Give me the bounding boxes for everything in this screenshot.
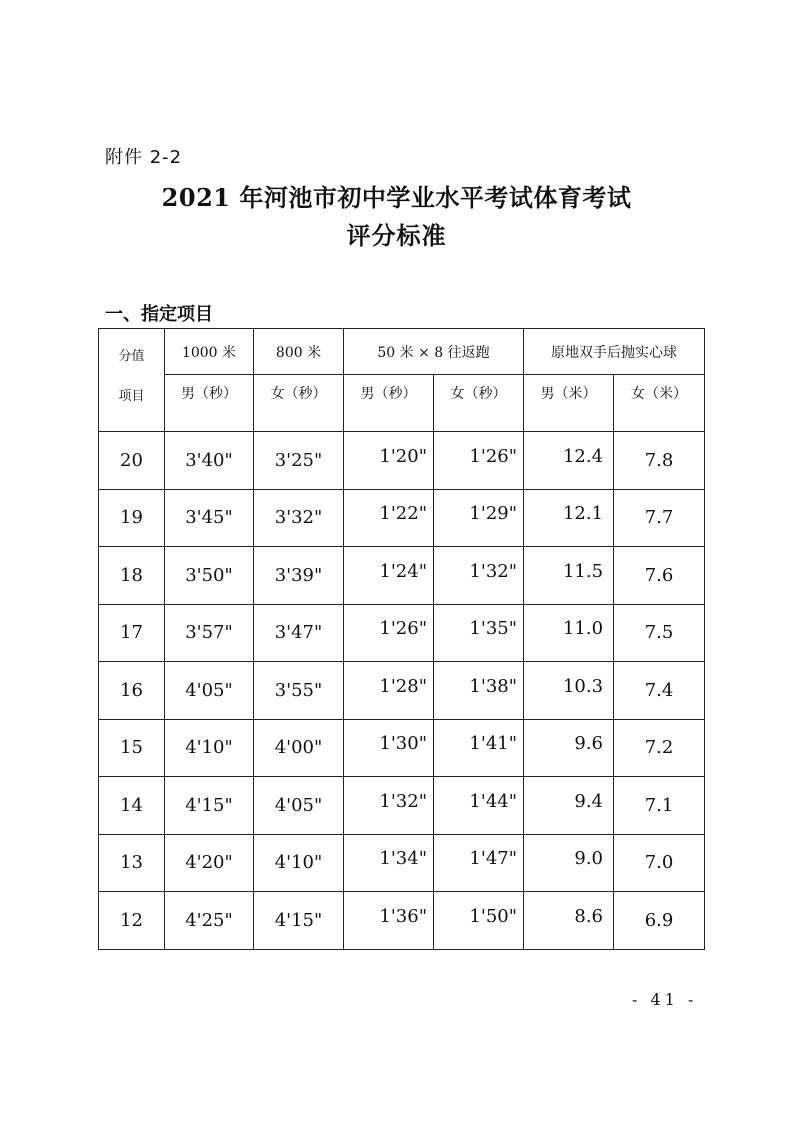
table-row bbox=[99, 489, 705, 547]
table-cell-score: 13 bbox=[99, 834, 165, 892]
table-cell-m50x8: 1'20" bbox=[344, 428, 434, 486]
document-title: 2021 年河池市初中学业水平考试体育考试 bbox=[161, 183, 632, 212]
table-cell-m-ball: 12.1 bbox=[524, 485, 614, 543]
table-cell-m50x8: 1'30" bbox=[344, 715, 434, 773]
table-cell-m1000: 4'25" bbox=[165, 892, 254, 950]
table-cell-f50x8: 1'50" bbox=[434, 888, 524, 946]
table-row bbox=[99, 432, 705, 490]
corner-item-label: 项目 bbox=[118, 389, 145, 404]
table-cell-f800: 3'47" bbox=[254, 604, 344, 662]
table-cell-f-ball: 7.1 bbox=[614, 777, 705, 835]
table-cell-f50x8: 1'47" bbox=[434, 830, 524, 888]
table-cell-score: 15 bbox=[99, 719, 165, 777]
table-cell-f800: 4'10" bbox=[254, 834, 344, 892]
group-header-ball-throw: 原地双手后抛实心球 bbox=[524, 329, 705, 375]
table-cell-m50x8: 1'26" bbox=[344, 600, 434, 658]
table-row bbox=[99, 834, 705, 892]
table-cell-score: 17 bbox=[99, 604, 165, 662]
table-row bbox=[99, 604, 705, 662]
table-cell-f50x8: 1'29" bbox=[434, 485, 524, 543]
group-header-1000m: 1000 米 bbox=[165, 329, 254, 375]
table-cell-f50x8: 1'38" bbox=[434, 658, 524, 716]
table-cell-f-ball: 7.4 bbox=[614, 662, 705, 720]
subheader-cell: 男（米） bbox=[524, 375, 614, 432]
table-cell-f-ball: 7.0 bbox=[614, 834, 705, 892]
table-cell-score: 19 bbox=[99, 489, 165, 547]
table-cell-m50x8: 1'36" bbox=[344, 888, 434, 946]
table-cell-f-ball: 6.9 bbox=[614, 892, 705, 950]
table-cell-m1000: 3'40" bbox=[165, 432, 254, 490]
table-row bbox=[99, 547, 705, 605]
table-cell-f800: 3'32" bbox=[254, 489, 344, 547]
table-cell-m1000: 4'10" bbox=[165, 719, 254, 777]
table-cell-f800: 3'25" bbox=[254, 432, 344, 490]
table-cell-m-ball: 9.6 bbox=[524, 715, 614, 773]
table-cell-m-ball: 11.0 bbox=[524, 600, 614, 658]
table-cell-m1000: 3'45" bbox=[165, 489, 254, 547]
table-cell-f800: 4'05" bbox=[254, 777, 344, 835]
table-cell-score: 18 bbox=[99, 547, 165, 605]
table-cell-f-ball: 7.2 bbox=[614, 719, 705, 777]
table-cell-f800: 4'15" bbox=[254, 892, 344, 950]
subheader-cell: 男（秒） bbox=[344, 375, 434, 432]
table-cell-score: 16 bbox=[99, 662, 165, 720]
table-cell-f800: 4'00" bbox=[254, 719, 344, 777]
corner-score-label: 分值 bbox=[118, 349, 145, 364]
table-cell-m50x8: 1'34" bbox=[344, 830, 434, 888]
subheader-cell: 女（米） bbox=[614, 375, 705, 432]
table-cell-m50x8: 1'28" bbox=[344, 658, 434, 716]
table-cell-f50x8: 1'32" bbox=[434, 543, 524, 601]
table-cell-m50x8: 1'22" bbox=[344, 485, 434, 543]
table-cell-f800: 3'39" bbox=[254, 547, 344, 605]
table-cell-m1000: 4'05" bbox=[165, 662, 254, 720]
table-cell-f800: 3'55" bbox=[254, 662, 344, 720]
attachment-label: 附件 2-2 bbox=[105, 147, 183, 168]
table-cell-score: 20 bbox=[99, 432, 165, 490]
subheader-cell: 女（秒） bbox=[434, 375, 524, 432]
table-cell-m50x8: 1'32" bbox=[344, 773, 434, 831]
table-cell-f50x8: 1'35" bbox=[434, 600, 524, 658]
table-cell-m-ball: 12.4 bbox=[524, 428, 614, 486]
table-cell-m-ball: 11.5 bbox=[524, 543, 614, 601]
table-cell-m50x8: 1'24" bbox=[344, 543, 434, 601]
group-header-shuttle-run: 50 米 × 8 往返跑 bbox=[344, 329, 524, 375]
table-cell-m-ball: 8.6 bbox=[524, 888, 614, 946]
table-cell-f50x8: 1'26" bbox=[434, 428, 524, 486]
table-cell-m-ball: 9.4 bbox=[524, 773, 614, 831]
table-cell-m-ball: 10.3 bbox=[524, 658, 614, 716]
table-cell-f-ball: 7.8 bbox=[614, 432, 705, 490]
document-subtitle: 评分标准 bbox=[346, 221, 447, 250]
subheader-cell: 男（秒） bbox=[165, 375, 254, 432]
scoring-table bbox=[98, 328, 705, 950]
table-cell-f-ball: 7.5 bbox=[614, 604, 705, 662]
table-row bbox=[99, 777, 705, 835]
table-cell-m-ball: 9.0 bbox=[524, 830, 614, 888]
table-cell-f-ball: 7.7 bbox=[614, 489, 705, 547]
table-row bbox=[99, 892, 705, 950]
page-number: - 41 - bbox=[632, 990, 698, 1009]
section-heading: 一、指定项目 bbox=[105, 304, 213, 325]
table-cell-f-ball: 7.6 bbox=[614, 547, 705, 605]
table-cell-m1000: 3'57" bbox=[165, 604, 254, 662]
table-cell-f50x8: 1'41" bbox=[434, 715, 524, 773]
table-row bbox=[99, 662, 705, 720]
table-cell-m1000: 4'20" bbox=[165, 834, 254, 892]
table-cell-m1000: 4'15" bbox=[165, 777, 254, 835]
table-cell-m1000: 3'50" bbox=[165, 547, 254, 605]
table-cell-score: 14 bbox=[99, 777, 165, 835]
table-cell-score: 12 bbox=[99, 892, 165, 950]
subheader-cell: 女（秒） bbox=[254, 375, 344, 432]
corner-header bbox=[99, 329, 165, 432]
table-cell-f50x8: 1'44" bbox=[434, 773, 524, 831]
group-header-800m: 800 米 bbox=[254, 329, 344, 375]
table-row bbox=[99, 719, 705, 777]
